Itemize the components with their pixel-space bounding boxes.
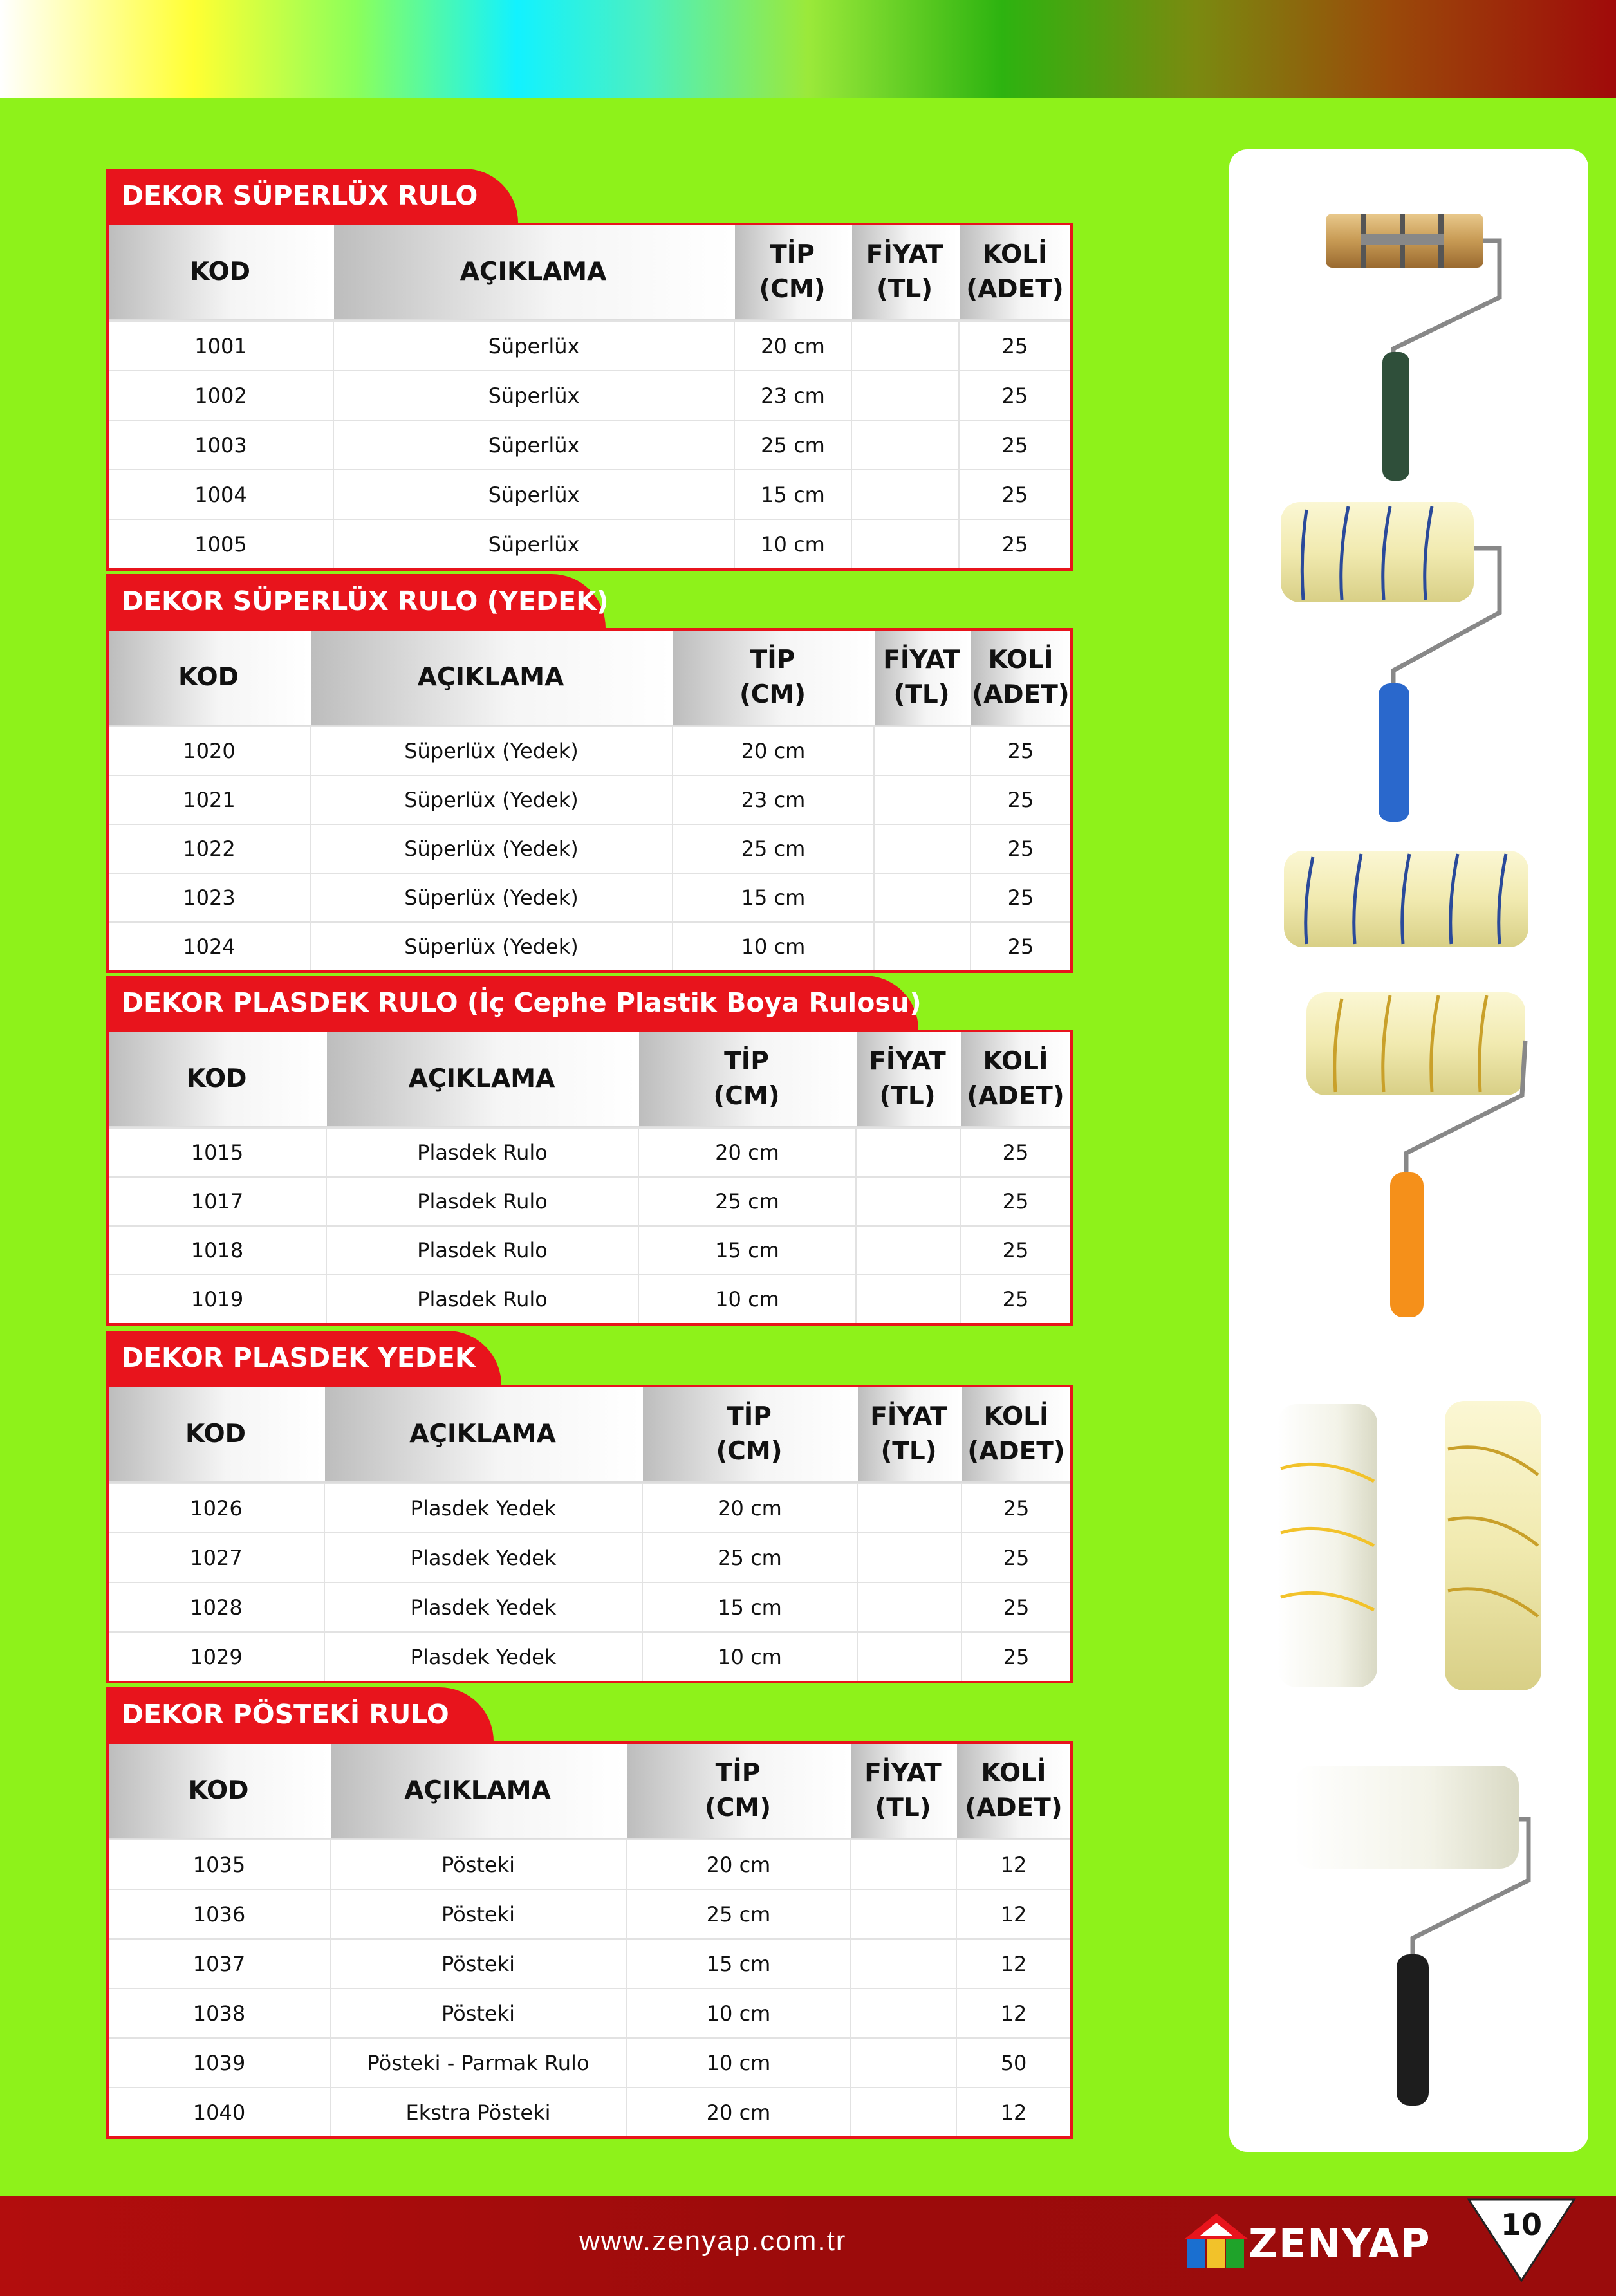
col-fiyat: FİYAT (TL) (875, 631, 971, 725)
table-row (109, 873, 1070, 921)
roller-superlux-image (1326, 214, 1500, 481)
table-row (109, 1127, 1070, 1176)
cell-fiyat (851, 1989, 957, 2037)
roller-superlux-yedek-image (1281, 502, 1500, 822)
cell-fiyat (875, 825, 971, 873)
table-row (109, 1889, 1070, 1938)
table-row (109, 726, 1070, 775)
cell-aciklama: Süperlüx (Yedek) (311, 874, 673, 921)
section-title: DEKOR PLASDEK RULO (İç Cephe Plastik Boya Rulosu) (106, 976, 918, 1030)
cell-fiyat (857, 1129, 961, 1176)
cell-fiyat (851, 1890, 957, 1938)
cell-tip: 25 cm (627, 1890, 851, 1938)
page-number-badge (1463, 2196, 1579, 2283)
cell-aciklama: Süperlüx (334, 421, 735, 469)
section-superlux-rulo (106, 169, 1073, 559)
col-fiyat: FİYAT (TL) (851, 1744, 957, 1838)
col-aciklama: AÇIKLAMA (327, 1032, 639, 1126)
col-fiyat: FİYAT (TL) (852, 225, 960, 319)
cell-aciklama: Pösteki - Parmak Rulo (331, 2039, 627, 2087)
cell-koli: 25 (1002, 1189, 1029, 1214)
cell-kod: 1035 (109, 1840, 331, 1889)
table-body (109, 726, 1070, 970)
cell-aciklama: Süperlüx (Yedek) (311, 825, 673, 873)
cell-aciklama: Plasdek Rulo (327, 1227, 639, 1274)
roller-plasdek-image (1306, 992, 1525, 1317)
cell-aciklama: Süperlüx (334, 470, 735, 519)
cell-koli: 25 (1002, 1287, 1029, 1311)
cell-tip: 10 cm (643, 1633, 858, 1681)
cell-kod: 1038 (109, 1989, 331, 2037)
cell-koli: 25 (1007, 739, 1034, 763)
cell-kod: 1002 (109, 371, 334, 420)
cell-koli: 25 (1002, 1140, 1029, 1165)
cell-tip: 20 cm (627, 1840, 851, 1889)
col-tip: TİP (CM) (639, 1032, 857, 1126)
cell-kod: 1023 (109, 874, 311, 921)
cell-fiyat (875, 727, 971, 775)
cell-koli: 25 (1003, 1495, 1030, 1521)
section-title: DEKOR SÜPERLÜX RULO (YEDEK) (106, 574, 606, 628)
col-kod: KOD (109, 631, 311, 725)
cell-aciklama: Pösteki (331, 1940, 627, 1988)
price-table (106, 1385, 1073, 1683)
cell-koli: 25 (1002, 1238, 1029, 1263)
table-row (109, 1532, 1070, 1582)
cell-aciklama: Süperlüx (334, 520, 735, 568)
cell-koli: 25 (1001, 383, 1028, 408)
col-fiyat: FİYAT (TL) (858, 1387, 962, 1481)
section-superlux-yedek (106, 574, 1073, 960)
table-row (109, 1582, 1070, 1631)
table-row (109, 469, 1070, 519)
roller-plasdek-yedek-image (1277, 1401, 1541, 1690)
website-link[interactable]: www.zenyap.com.tr (579, 2225, 847, 2257)
cell-koli: 25 (1003, 1545, 1030, 1570)
cell-fiyat (875, 923, 971, 970)
cell-fiyat (852, 520, 960, 568)
cell-tip: 15 cm (627, 1940, 851, 1988)
cell-fiyat (875, 874, 971, 921)
cell-koli: 25 (1003, 1595, 1030, 1620)
cell-aciklama: Plasdek Yedek (325, 1533, 643, 1582)
cell-aciklama: Süperlüx (Yedek) (311, 776, 673, 824)
cell-kod: 1017 (109, 1178, 327, 1225)
cell-tip: 20 cm (673, 727, 875, 775)
cell-tip: 25 cm (643, 1533, 858, 1582)
table-row (109, 2037, 1070, 2087)
col-tip: TİP (CM) (735, 225, 852, 319)
cell-fiyat (857, 1227, 961, 1274)
cell-fiyat (852, 470, 960, 519)
cell-kod: 1029 (109, 1633, 325, 1681)
table-row (109, 2087, 1070, 2136)
cell-aciklama: Süperlüx (Yedek) (311, 727, 673, 775)
table-header (109, 1032, 1070, 1127)
cell-kod: 1026 (109, 1484, 325, 1532)
cell-koli: 25 (1001, 432, 1028, 458)
cell-koli: 25 (1003, 1644, 1030, 1669)
table-body (109, 1127, 1070, 1323)
cell-aciklama: Süperlüx (334, 371, 735, 420)
table-body (109, 320, 1070, 568)
cell-tip: 15 cm (639, 1227, 857, 1274)
section-title: DEKOR PÖSTEKİ RULO (106, 1687, 494, 1741)
col-kod: KOD (109, 1744, 331, 1838)
cell-koli: 25 (1001, 333, 1028, 358)
cell-aciklama: Plasdek Yedek (325, 1484, 643, 1532)
cell-koli: 50 (1000, 2050, 1027, 2075)
col-kod: KOD (109, 1387, 325, 1481)
table-header (109, 631, 1070, 726)
price-table (106, 223, 1073, 571)
cell-fiyat (857, 1275, 961, 1323)
cell-tip: 23 cm (735, 371, 852, 420)
col-koli: KOLİ (ADET) (962, 1387, 1070, 1481)
cell-koli: 12 (1000, 2100, 1027, 2125)
cell-kod: 1001 (109, 322, 334, 370)
cell-fiyat (858, 1583, 962, 1631)
cell-kod: 1021 (109, 776, 311, 824)
price-table (106, 1030, 1073, 1326)
cell-kod: 1037 (109, 1940, 331, 1988)
cell-kod: 1036 (109, 1890, 331, 1938)
col-fiyat: FİYAT (TL) (857, 1032, 961, 1126)
cell-kod: 1004 (109, 470, 334, 519)
cell-fiyat (851, 2039, 957, 2087)
table-row (109, 824, 1070, 873)
price-table (106, 628, 1073, 973)
col-aciklama: AÇIKLAMA (325, 1387, 643, 1481)
table-row (109, 320, 1070, 370)
brand-logo (1181, 2208, 1431, 2273)
cell-aciklama: Pösteki (331, 1840, 627, 1889)
cell-tip: 20 cm (735, 322, 852, 370)
cell-fiyat (852, 421, 960, 469)
cell-koli: 25 (1007, 885, 1034, 910)
cell-tip: 23 cm (673, 776, 875, 824)
cell-kod: 1003 (109, 421, 334, 469)
col-aciklama: AÇIKLAMA (311, 631, 673, 725)
cell-kod: 1027 (109, 1533, 325, 1582)
cell-tip: 20 cm (643, 1484, 858, 1532)
cell-tip: 10 cm (673, 923, 875, 970)
col-aciklama: AÇIKLAMA (334, 225, 735, 319)
cell-tip: 15 cm (735, 470, 852, 519)
table-row (109, 1225, 1070, 1274)
cell-tip: 20 cm (639, 1129, 857, 1176)
price-table (106, 1741, 1073, 2139)
section-plasdek-rulo (106, 976, 1073, 1316)
table-row (109, 370, 1070, 420)
roller-superlux-spare-image (1284, 851, 1528, 947)
cell-kod: 1015 (109, 1129, 327, 1176)
col-kod: KOD (109, 1032, 327, 1126)
cell-fiyat (851, 1840, 957, 1889)
product-images (1229, 149, 1588, 2152)
table-row (109, 1176, 1070, 1225)
cell-kod: 1039 (109, 2039, 331, 2087)
table-row (109, 1274, 1070, 1323)
cell-fiyat (858, 1484, 962, 1532)
cell-fiyat (851, 1940, 957, 1988)
cell-aciklama: Plasdek Yedek (325, 1583, 643, 1631)
cell-kod: 1020 (109, 727, 311, 775)
table-row (109, 1938, 1070, 1988)
section-plasdek-yedek (106, 1331, 1073, 1672)
cell-koli: 25 (1007, 837, 1034, 861)
cell-kod: 1028 (109, 1583, 325, 1631)
col-koli: KOLİ (ADET) (960, 225, 1070, 319)
cell-tip: 25 cm (673, 825, 875, 873)
table-header (109, 225, 1070, 320)
col-koli: KOLİ (ADET) (957, 1744, 1070, 1838)
cell-aciklama: Pösteki (331, 1890, 627, 1938)
product-photo-panel (1229, 149, 1588, 2152)
cell-fiyat (875, 776, 971, 824)
col-koli: KOLİ (ADET) (971, 631, 1070, 725)
cell-koli: 12 (1000, 2001, 1027, 2026)
cell-fiyat (852, 322, 960, 370)
cell-koli: 12 (1000, 1852, 1027, 1877)
cell-aciklama: Plasdek Rulo (327, 1129, 639, 1176)
cell-fiyat (858, 1633, 962, 1681)
page-number: 10 (1500, 2207, 1542, 2242)
table-row (109, 420, 1070, 469)
brand-name: ZENYAP (1249, 2220, 1431, 2267)
cell-aciklama: Süperlüx (334, 322, 735, 370)
table-row (109, 1483, 1070, 1532)
col-aciklama: AÇIKLAMA (331, 1744, 627, 1838)
cell-koli: 25 (1007, 788, 1034, 812)
cell-tip: 15 cm (673, 874, 875, 921)
cell-fiyat (851, 2088, 957, 2136)
cell-tip: 25 cm (639, 1178, 857, 1225)
cell-tip: 15 cm (643, 1583, 858, 1631)
section-posteki-rulo (106, 1687, 1073, 2127)
cell-fiyat (858, 1533, 962, 1582)
cell-aciklama: Plasdek Yedek (325, 1633, 643, 1681)
table-row (109, 921, 1070, 970)
house-logo-icon (1181, 2208, 1252, 2273)
table-row (109, 1631, 1070, 1681)
cell-aciklama: Plasdek Rulo (327, 1275, 639, 1323)
table-row (109, 519, 1070, 568)
table-row (109, 775, 1070, 824)
cell-tip: 10 cm (627, 2039, 851, 2087)
cell-fiyat (852, 371, 960, 420)
cell-aciklama: Pösteki (331, 1989, 627, 2037)
col-tip: TİP (CM) (673, 631, 875, 725)
cell-tip: 10 cm (627, 1989, 851, 2037)
col-koli: KOLİ (ADET) (961, 1032, 1070, 1126)
cell-koli: 12 (1000, 1902, 1027, 1927)
table-header (109, 1387, 1070, 1483)
col-tip: TİP (CM) (643, 1387, 858, 1481)
cell-koli: 25 (1001, 532, 1028, 557)
table-body (109, 1483, 1070, 1681)
cell-koli: 25 (1007, 934, 1034, 959)
table-row (109, 1839, 1070, 1889)
table-row (109, 1988, 1070, 2037)
cell-kod: 1040 (109, 2088, 331, 2136)
cell-tip: 25 cm (735, 421, 852, 469)
section-title: DEKOR SÜPERLÜX RULO (106, 169, 518, 223)
col-tip: TİP (CM) (627, 1744, 851, 1838)
roller-posteki-image (1294, 1766, 1528, 2106)
cell-fiyat (857, 1178, 961, 1225)
cell-koli: 25 (1001, 482, 1028, 507)
cell-aciklama: Ekstra Pösteki (331, 2088, 627, 2136)
cell-kod: 1022 (109, 825, 311, 873)
cell-kod: 1024 (109, 923, 311, 970)
cell-tip: 10 cm (735, 520, 852, 568)
col-kod: KOD (109, 225, 334, 319)
top-gradient-banner (0, 0, 1616, 98)
cell-aciklama: Süperlüx (Yedek) (311, 923, 673, 970)
section-title: DEKOR PLASDEK YEDEK (106, 1331, 501, 1385)
cell-tip: 10 cm (639, 1275, 857, 1323)
cell-kod: 1018 (109, 1227, 327, 1274)
cell-tip: 20 cm (627, 2088, 851, 2136)
cell-kod: 1005 (109, 520, 334, 568)
cell-kod: 1019 (109, 1275, 327, 1323)
table-body (109, 1839, 1070, 2136)
cell-koli: 12 (1000, 1951, 1027, 1976)
table-header (109, 1744, 1070, 1839)
cell-aciklama: Plasdek Rulo (327, 1178, 639, 1225)
